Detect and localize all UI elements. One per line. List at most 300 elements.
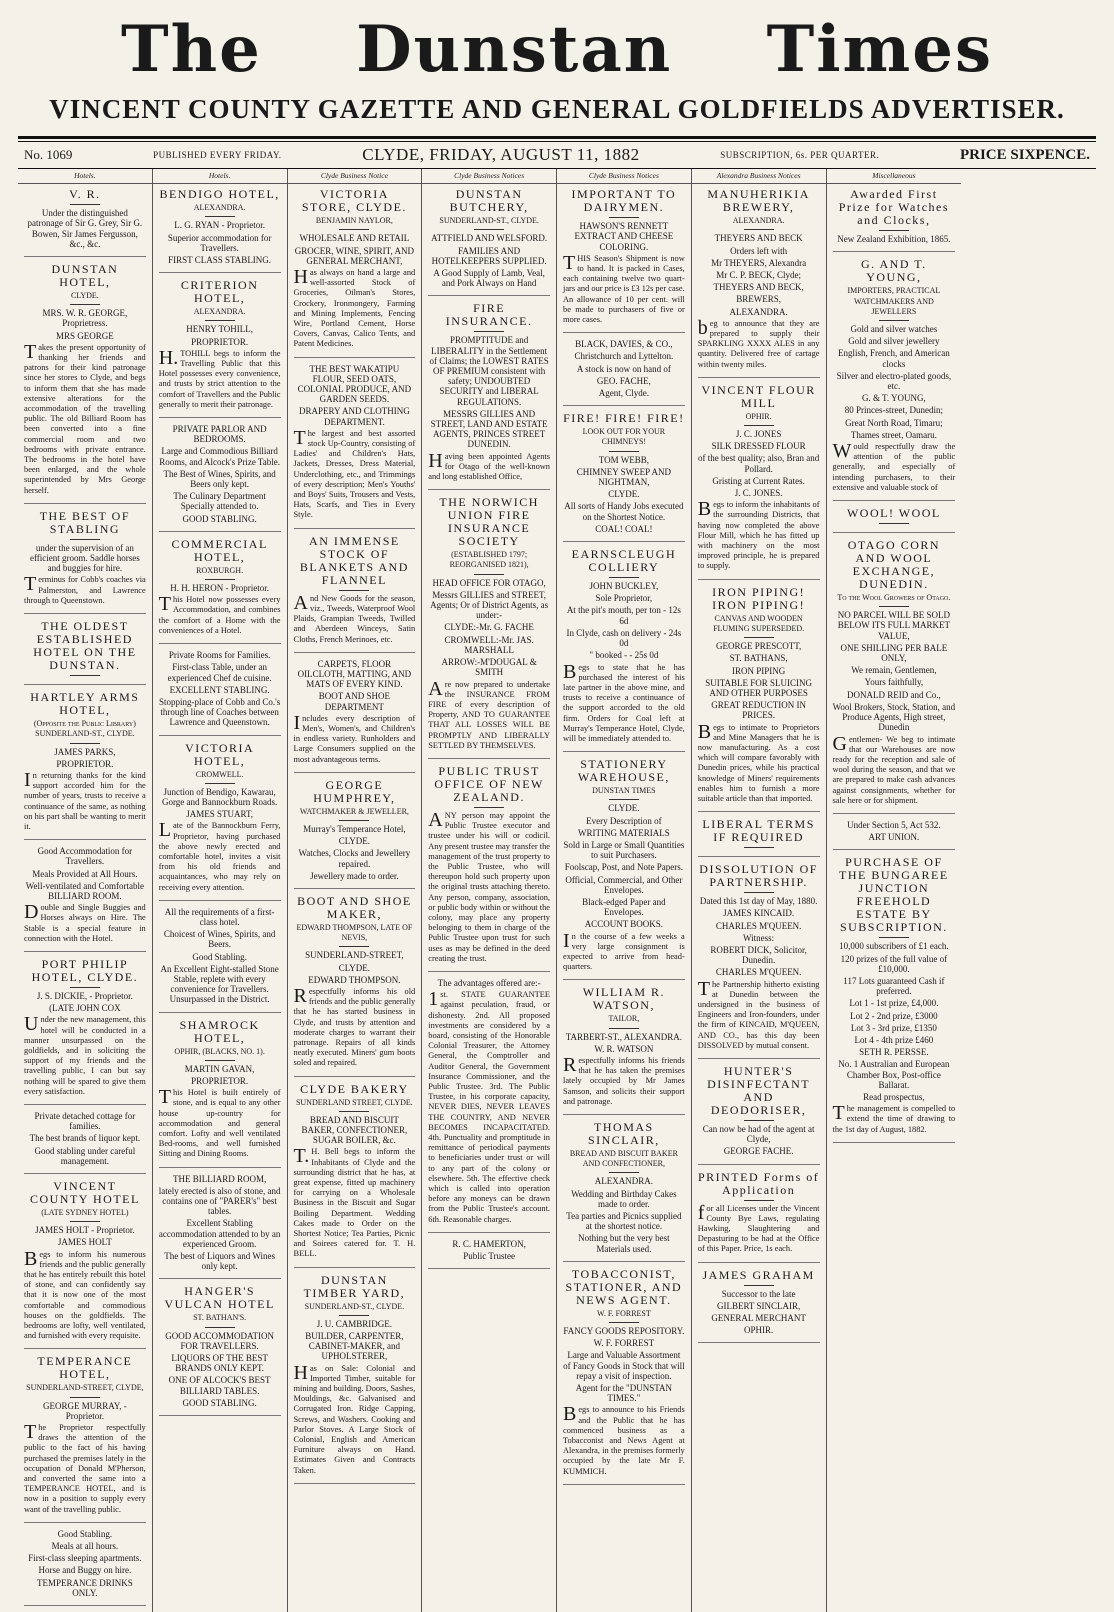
advertisement xyxy=(24,1111,146,1174)
ad-line: GEORGE MURRAY, - Proprietor. xyxy=(42,1400,127,1421)
ad-line: CLYDE. xyxy=(338,962,371,973)
ad-line: BLACK, DAVIES, & CO., xyxy=(575,339,673,350)
advertisement xyxy=(24,958,146,1105)
ad-line: Large and Valuable Assortment of Fancy Goods in Stock that will repay a visit of inspection. xyxy=(563,1350,685,1381)
ad-subtitle: W. F. FORREST xyxy=(597,1308,651,1318)
divider xyxy=(205,320,235,321)
ad-subtitle: EDWARD THOMPSON, LATE OF NEVIS, xyxy=(296,922,413,943)
ad-line: 10,000 subscribers of £1 each. xyxy=(839,941,949,952)
divider xyxy=(474,574,504,575)
ad-line: Superior accommodation for Travellers. xyxy=(167,232,272,253)
ad-line: Stopping-place of Cobb and Co.'s through line of Coaches between Lawrence and Queenstown. xyxy=(158,696,281,728)
column xyxy=(422,169,557,1612)
ad-line: FAMILIES AND HOTELKEEPERS SUPPLIED. xyxy=(431,245,547,266)
ad-line: Excellent Stabling accommodation attended to by an experienced Groom. xyxy=(158,1218,281,1249)
ad-line: WRITING MATERIALS xyxy=(578,827,670,838)
ad-line: FIRST CLASS STABLING. xyxy=(168,255,272,266)
ad-line: JAMES HOLT xyxy=(57,1237,112,1248)
ad-line: Lot 4 - 4th prize £460 xyxy=(854,1034,934,1045)
ad-body: Would respectfully draw the attention of the public generally, and especially of intending purchasers, to their extensive and valuable stock of xyxy=(832,440,956,492)
ad-line: Black-edged Paper and Envelopes. xyxy=(582,896,666,918)
advertisement xyxy=(159,650,281,735)
advertisement xyxy=(833,258,956,501)
ad-line: ALEXANDRA. xyxy=(594,1176,653,1187)
advertisement xyxy=(698,586,820,812)
ad-subtitle: WATCHMAKER & JEWELLER, xyxy=(299,806,409,816)
ad-subtitle: ALEXANDRA. xyxy=(732,216,785,226)
ad-title: HARTLEY ARMS HOTEL, xyxy=(30,690,140,718)
ad-line: MRS. W. R. GEORGE, Proprietress. xyxy=(42,308,128,329)
advertisement xyxy=(294,188,416,357)
advertisement xyxy=(159,538,281,644)
ad-body: In returning thanks for the kind support accorded him for the number of years, trusts to receive a continuance of the same, as nothing on his part shall be wanting to merit it. xyxy=(24,768,146,831)
ad-line: SUNDERLAND-STREET, xyxy=(305,950,404,961)
ad-line: Wedding and Birthday Cakes made to order. xyxy=(571,1188,677,1209)
divider xyxy=(744,229,774,230)
ad-body: T.H. Bell begs to inform the Inhabitants of Clyde and the surrounding district that he has, at great expense, fitted up machinery for carrying on a Wholesale Business in the Biscuit and Sugar Boiling Department. Wedding Cakes made to Order on the Shortest Notice; Tea Parties, Picnic and Soirees catered for. T. H. BELL. xyxy=(293,1145,416,1259)
advertisement xyxy=(159,1019,281,1168)
advertisement xyxy=(698,1065,820,1165)
ad-line: THEYERS AND BECK xyxy=(714,233,803,244)
ad-subtitle: (ESTABLISHED 1797; REORGANISED 1821), xyxy=(449,550,529,570)
divider xyxy=(339,946,369,947)
ad-line: Nothing but the very best Materials used. xyxy=(578,1233,670,1254)
ad-title: THOMAS SINCLAIR, xyxy=(587,1120,660,1147)
divider xyxy=(205,216,235,217)
divider xyxy=(609,217,639,218)
ad-line: CLYDE:-Mr. G. FACHE xyxy=(444,622,534,633)
ad-line: BREAD AND BISCUIT BAKER, CONFECTIONER, SUGAR BOILER, &c. xyxy=(301,1114,408,1146)
ad-line: Well-ventilated and Comfortable BILLIARD ROOM. xyxy=(25,880,144,901)
advertisement xyxy=(428,188,550,296)
divider xyxy=(70,539,100,540)
ad-line: Every Description of xyxy=(586,815,662,826)
divider xyxy=(879,230,909,231)
ad-title: V. R. xyxy=(69,187,101,202)
ad-line: BUILDER, CARPENTER, CABINET-MAKER, and UPHOLSTERER, xyxy=(305,1331,404,1362)
advertisement xyxy=(563,188,685,333)
ad-line: TOM WEBB, xyxy=(598,454,649,465)
ad-line: BREWERS, xyxy=(736,294,781,305)
ad-line: Good Accommodation for Travellers. xyxy=(37,846,133,867)
advertisement xyxy=(428,1239,550,1269)
ad-title: COMMERCIAL HOTEL, xyxy=(171,536,268,564)
advertisement xyxy=(833,539,956,814)
ad-line: The Culinary Department Specially attended to. xyxy=(173,491,266,512)
ad-line: A stock is now on hand of xyxy=(576,363,671,374)
ad-line: Gristing at Current Rates. xyxy=(712,475,805,486)
ad-body: for all Licenses under the Vincent County Bye Laws, regulating Hawking, Slaughtering and Depasturing to be had at the Office of this Paper. Price, 1s each. xyxy=(697,1201,820,1254)
columns xyxy=(18,168,1096,1598)
divider xyxy=(609,1028,639,1029)
ad-line: English, French, and American clocks xyxy=(838,348,950,369)
ad-line: THE BILLIARD ROOM, xyxy=(173,1173,267,1184)
ad-body: 1st. STATE GUARANTEE against peculation, fraud, or dishonesty. 2nd. All proposed investments are considered by a board, consisting of the Honorable Colonial Treasurer, the Attorney General, the Comptroller and Auditor General, the Government Insurance Commissioner, and the Public Trustee. 3rd. The Public Trustee, in his corporate capacity, NEVER DIES, NEVER LEAVES THE COUNTRY, AND NEVER BECOMES INCAPACITATED. 4th. Punctuality and promptitude in remittance of periodical payments to beneficiaries under trust or will to any part of the colony or elsewhere. 5th. The effective check which is called into operation before any moneys can be drawn from the Public Trustee's account. 6th. Reasonable charges. xyxy=(428,988,550,1224)
ad-line: HENRY TOHILL, xyxy=(186,324,254,335)
ad-line: EDWARD THOMPSON. xyxy=(308,974,401,985)
ad-line: First-class Table, under an experienced Chef de cuisine. xyxy=(167,662,272,683)
ad-title: GEORGE HUMPHREY, xyxy=(313,777,396,805)
ad-title: DISSOLUTION OF PARTNERSHIP. xyxy=(699,862,818,890)
column-heading: Hotels. xyxy=(153,169,287,184)
ad-line: Sole Proprietor, xyxy=(595,593,653,604)
divider xyxy=(609,577,639,578)
ad-line: J. U. CAMBRIDGE. xyxy=(316,1318,392,1329)
advertisement xyxy=(159,424,281,532)
ad-line: Great North Road, Timaru; xyxy=(845,417,943,428)
divider xyxy=(609,1322,639,1323)
ad-line: Witness: xyxy=(743,932,775,943)
ad-title: EARNSCLEUGH COLLIERY xyxy=(571,547,677,575)
ad-body: beg to announce that they are prepared to supply their SPARKLING XXXX ALES in any quantity. Delivered free of cartage within twenty miles. xyxy=(697,316,820,369)
advertisement xyxy=(24,263,146,504)
divider xyxy=(744,1285,774,1286)
ad-line: Yours faithfully, xyxy=(864,677,924,688)
ad-line: Successor to the late xyxy=(721,1288,796,1299)
advertisement xyxy=(24,1180,146,1349)
ad-subtitle: BREAD AND BISCUIT BAKER AND CONFECTIONER, xyxy=(569,1149,678,1169)
ad-line: NO PARCEL WILL BE SOLD BELOW ITS FULL MARKET VALUE, xyxy=(837,610,951,641)
ad-line: Silver and electro-plated goods, etc. xyxy=(836,370,952,392)
advertisement xyxy=(294,659,416,773)
column xyxy=(288,169,423,1612)
column xyxy=(557,169,692,1612)
ad-line: GENERAL MERCHANT xyxy=(711,1313,806,1324)
ad-line: CHARLES M'QUEEN. xyxy=(715,967,802,978)
ad-line: FANCY GOODS REPOSITORY. xyxy=(563,1326,685,1337)
ad-line: THEYERS AND BECK, xyxy=(713,282,804,293)
advertisement xyxy=(159,907,281,1013)
divider xyxy=(744,1200,774,1201)
ad-line: Gold and silver watches xyxy=(850,324,938,335)
advertisement xyxy=(159,1174,281,1280)
advertisement xyxy=(428,765,550,972)
ad-subtitle: CLYDE. xyxy=(70,291,99,301)
ad-line: All the requirements of a first-class hotel. xyxy=(164,906,275,927)
ad-line: (LATE JOHN COX xyxy=(49,1003,121,1014)
ad-line: PROPRIETOR. xyxy=(56,758,114,769)
ad-line: Lot 3 - 3rd prize, £1350 xyxy=(850,1022,937,1033)
advertisement xyxy=(698,188,820,378)
ad-line: LIQUORS OF THE BEST BRANDS ONLY KEPT. xyxy=(171,1353,268,1374)
divider xyxy=(744,637,774,638)
divider xyxy=(609,451,639,452)
ad-line: Gold and silver jewellery xyxy=(848,336,940,347)
ad-title: VICTORIA HOTEL, xyxy=(185,740,255,768)
issue-number: No. 1069 xyxy=(24,147,73,162)
ad-title: STATIONERY WAREHOUSE, xyxy=(577,757,670,785)
advertisement xyxy=(563,758,685,980)
ad-title: VINCENT FLOUR MILL xyxy=(701,382,816,410)
ad-title: DUNSTAN TIMBER YARD, xyxy=(303,1272,406,1300)
ad-line: ATTFIELD AND WELSFORD. xyxy=(431,233,548,244)
ad-subtitle: SUNDERLAND-ST., CLYDE. xyxy=(304,1301,405,1311)
ad-line: Agent for the "DUNSTAN TIMES." xyxy=(575,1383,672,1404)
divider xyxy=(474,331,504,332)
advertisement xyxy=(24,510,146,614)
column-heading: Alexandra Business Notices xyxy=(692,169,826,184)
divider xyxy=(205,1327,235,1328)
column-heading: Clyde Business Notice xyxy=(288,169,422,184)
ad-body: This Hotel now possesses every Accommodation, and combines the comfort of a Home with the conveniences of a Hotel. xyxy=(158,593,281,635)
subscription-rate: SUBSCRIPTION, 6s. PER QUARTER. xyxy=(720,150,880,160)
ad-line: Meals at all hours. xyxy=(51,1541,119,1552)
divider xyxy=(339,1315,369,1316)
ad-title: PUBLIC TRUST OFFICE OF NEW ZEALAND. xyxy=(434,763,544,804)
ad-body: The largest and best assorted stock Up-Country, consisting of Ladies' and Children's Hats, Jackets, Dresses, Dress Material, Underclothing, etc., and Trimmings of every description; Men's Youths' and Boys' Suits, Trousers and Vests, Hats, Scarfs, and Ties in Every Style. xyxy=(293,426,416,520)
ad-line: CARPETS, FLOOR OILCLOTH, MATTING, AND MATS OF EVERY KIND. xyxy=(297,658,412,690)
ad-line: SILK DRESSED FLOUR xyxy=(711,441,806,452)
ad-line: Horse and Buggy on hire. xyxy=(38,1565,132,1576)
ad-title: IRON PIPING! IRON PIPING! xyxy=(712,584,806,612)
ad-line: THE BEST WAKATIPU FLOUR, SEED OATS, COLONIAL PRODUCE, AND GARDEN SEEDS. xyxy=(297,363,412,405)
price: PRICE SIXPENCE. xyxy=(959,146,1090,163)
divider xyxy=(474,807,504,808)
ad-line: Dated this 1st day of May, 1880. xyxy=(699,896,818,907)
ad-line: DRAPERY AND CLOTHING DEPARTMENT. xyxy=(299,406,410,427)
ad-title: CRITERION HOTEL, xyxy=(180,278,259,306)
ad-subtitle: ROXBURGH. xyxy=(196,565,244,575)
ad-title: G. AND T. YOUNG, xyxy=(861,257,927,285)
ad-title: FIRE! FIRE! FIRE! xyxy=(563,411,685,426)
advertisement xyxy=(563,1121,685,1262)
column-heading: Miscellaneous xyxy=(827,169,962,184)
advertisement xyxy=(563,548,685,752)
ad-line: The Best of Wines, Spirits, and Beers only kept. xyxy=(163,468,276,490)
ad-title: IMPORTANT TO DAIRYMEN. xyxy=(571,187,677,215)
ad-line: Sold in Large or Small Quantities to suit Purchasers. xyxy=(563,839,685,861)
ad-body: Respectfully informs his old friends and the public generally that he has started business in Clyde, and trusts by attention and moderate charges to warrant their patronage. Repairs of all kinds neatly executed. Miners' gum boots soled and repaired. xyxy=(293,984,416,1068)
ad-title: HANGER'S VULCAN HOTEL xyxy=(164,1284,275,1312)
ad-line: Good stabling under careful management. xyxy=(34,1145,136,1166)
ad-line: Private detached cottage for families. xyxy=(34,1110,136,1132)
divider xyxy=(339,229,369,230)
ad-line: BOOT AND SHOE DEPARTMENT xyxy=(318,691,391,712)
divider xyxy=(70,987,100,988)
ad-line: ONE SHILLING PER BALE ONLY, xyxy=(840,642,948,664)
ad-subtitle: To the Wool Growers of Otago. xyxy=(837,593,951,603)
ad-body: Takes the present opportunity of thanking her friends and patrons for their kind patronage since her stores to Clyde, and begs to inform them that she has made extensive alterations for the accommodation of the travelling public. The old Billiard Room has been converted into a fine commercial room and two bedrooms with private entrance. The bedrooms in the hotel have been enlarged, and the whole superintended by Mrs George herself. xyxy=(24,340,146,495)
divider xyxy=(879,320,909,321)
ad-line: Thames street, Oamaru. xyxy=(850,429,937,440)
ad-line: 80 Princes-street, Dunedin; xyxy=(844,405,943,416)
ad-body: Includes every description of Men's, Women's, and Children's in endless variety. Runholders and Large Consumers supplied on the most advantageous terms. xyxy=(293,711,416,764)
ad-line: Under the distinguished patronage of Sir G. Grey, Sir G. Bowen, Sir James Fergusson, &c., &c. xyxy=(27,208,143,249)
ad-line: IRON PIPING xyxy=(731,665,786,676)
ad-line: Official, Commercial, and Other Envelopes. xyxy=(565,874,683,895)
advertisement xyxy=(428,496,550,759)
advertisement xyxy=(833,188,956,252)
ad-title: BOOT AND SHOE MAKER, xyxy=(297,893,412,921)
ad-body: Begs to inform the inhabitants of the surrounding Districts, that having now completed the above Flour Mill, which he has fitted up with machinery on the most improved principle, he is prepared to supply. xyxy=(697,498,820,571)
ad-line: PROMPTITUDE and LIBERALITY in the Settlement of Claims; the LOWEST RATES OF PREMIUM consistent with safety; UNDOUBTED SECURITY and LIBERAL REGULATIONS. xyxy=(429,335,549,407)
column xyxy=(692,169,827,1612)
ad-line: Jewellery made to order. xyxy=(310,870,399,881)
advertisement xyxy=(294,364,416,529)
ad-title: VICTORIA STORE, CLYDE. xyxy=(301,187,407,215)
advertisement xyxy=(698,1269,820,1344)
divider xyxy=(70,675,100,676)
ad-title: WILLIAM R. WATSON, xyxy=(582,985,666,1013)
divider xyxy=(70,1221,100,1222)
ad-title: DUNSTAN HOTEL, xyxy=(51,262,119,290)
ad-line: CHIMNEY SWEEP AND NIGHTMAN, xyxy=(576,466,672,488)
ad-line: GEO. FACHE, xyxy=(596,375,651,386)
ad-body: The Proprietor respectfully draws the attention of the public to the fact of his having purchased the premises lately in the occupation of Donald M'Pherson, and converted the same into a TEMPERANCE HOTEL, and is now in a position to supply every want of the travelling public. xyxy=(24,1421,146,1514)
advertisement xyxy=(294,1274,416,1484)
ad-line: JAMES PARKS, xyxy=(54,746,116,757)
ad-title: HUNTER'S DISINFECTANT AND DEODORISER, xyxy=(707,1063,811,1117)
advertisement xyxy=(428,302,550,490)
ad-line: ACCOUNT BOOKS. xyxy=(584,919,664,930)
ad-title: Awarded First Prize for Watches and Clocks, xyxy=(838,187,950,228)
ad-subtitle: SUNDERLAND-ST., CLYDE. xyxy=(439,216,539,226)
ad-line: All sorts of Handy Jobs executed on the Shortest Notice. xyxy=(564,501,684,522)
ad-line: TEMPERANCE DRINKS ONLY. xyxy=(36,1577,133,1598)
ad-subtitle: LOOK OUT FOR YOUR CHIMNEYS! xyxy=(582,427,666,447)
ad-body: Begs to inform his numerous friends and the public generally that he has entirely rebuilt this hotel of stone, and can confidently say that it is now one of the most comfortable and commodious houses on the goldfields. The bedrooms are lofty, well ventilated, and furnished with every requisite. xyxy=(24,1247,146,1341)
ad-title: SHAMROCK HOTEL, xyxy=(179,1017,260,1045)
advertisement xyxy=(698,384,820,580)
ad-subtitle: BENJAMIN NAYLOR, xyxy=(315,216,393,226)
issue-date: CLYDE, FRIDAY, AUGUST 11, 1882 xyxy=(362,145,640,164)
ad-line: GOOD ACCOMMODATION FOR TRAVELLERS. xyxy=(165,1330,274,1351)
publication-frequency: PUBLISHED EVERY FRIDAY. xyxy=(153,150,282,160)
ad-line: ROBERT DICK, Solicitor, Dunedin. xyxy=(710,944,807,966)
ad-line: COAL! COAL! xyxy=(595,523,653,534)
ad-line: Wool Brokers, Stock, Station, and Produce Agents, High street, Dunedin xyxy=(832,701,956,733)
ad-line: ALEXANDRA. xyxy=(729,306,788,317)
ad-title: BENDIGO HOTEL, xyxy=(159,187,280,202)
ad-title: LIBERAL TERMS IF REQUIRED xyxy=(702,817,815,845)
ad-subtitle: OPHIR. xyxy=(745,411,772,421)
ad-line: Lot 1 - 1st prize, £4,000. xyxy=(849,998,939,1009)
ad-line: W. F. FORREST xyxy=(593,1338,655,1349)
ad-line: Read prospectus, xyxy=(863,1091,925,1102)
ad-line: SETH R. PERSSE. xyxy=(859,1047,929,1058)
ad-body: Having been appointed Agents for Otago of the well-known and long established Office, xyxy=(428,449,550,482)
ad-subtitle: ALEXANDRA. xyxy=(193,203,246,213)
ad-title: JAMES GRAHAM xyxy=(702,1267,815,1282)
ad-line: Junction of Bendigo, Kawarau, Gorge and Bannockburn Roads. xyxy=(161,786,278,807)
ad-body: In the course of a few weeks a very large consignment is expected to arrive from head-quarters. xyxy=(563,929,685,972)
ad-title: FIRE INSURANCE. xyxy=(445,301,533,329)
ad-line: under the supervision of an efficient groom. Saddle horses and buggies for hire. xyxy=(29,542,140,574)
divider xyxy=(879,937,909,938)
ad-line: DONALD REID and Co., xyxy=(847,689,941,700)
divider xyxy=(879,523,909,524)
ad-line: PROPRIETOR. xyxy=(191,1075,249,1086)
ad-line: MRS GEORGE xyxy=(55,330,114,341)
advertisement xyxy=(833,507,956,533)
ad-subtitle: (Opposite the Public Library) SUNDERLAND-ST., CLYDE. xyxy=(33,719,136,739)
ad-line: Can now be had of the agent at Clyde, xyxy=(702,1123,815,1145)
ad-line: J. C. JONES. xyxy=(734,488,783,499)
ad-title: AN IMMENSE STOCK OF BLANKETS AND FLANNEL xyxy=(299,533,409,587)
divider xyxy=(609,1172,639,1173)
column xyxy=(153,169,288,1612)
ad-line: L. G. RYAN - Proprietor. xyxy=(174,220,265,231)
ad-line: MARTIN GAVAN, xyxy=(184,1063,255,1074)
divider xyxy=(205,783,235,784)
ad-line: ST. BATHANS, xyxy=(729,653,788,664)
advertisement xyxy=(159,279,281,418)
ad-subtitle: CROMWELL. xyxy=(195,769,244,779)
advertisement xyxy=(294,895,416,1077)
advertisement xyxy=(24,1529,146,1606)
ad-title: VINCENT COUNTY HOTEL xyxy=(29,1179,140,1206)
divider xyxy=(609,799,639,800)
ad-line: Tea parties and Picnics supplied at the shortest notice. xyxy=(566,1211,682,1232)
ad-line: Agent, Clyde. xyxy=(598,388,649,399)
advertisement xyxy=(24,691,146,840)
ad-body: Has always on hand a large and well-assorted Stock of Groceries, Oilman's Stores, Crockery, Ironmongery, Farming and Mining Implements, Fencing Wire, Portland Cement, Horse Covers, Canvas, Calico Tents, and Patent Medicines. xyxy=(293,266,416,349)
ad-subtitle: DUNSTAN TIMES xyxy=(592,786,656,796)
ad-line: Choicest of Wines, Spirits, and Beers. xyxy=(163,929,276,950)
ad-line: Public Trustee xyxy=(463,1251,515,1262)
ad-line: Large and Commodious Billiard Rooms, and Alcock's Prize Table. xyxy=(159,446,281,467)
ad-line: CLYDE. xyxy=(608,803,640,814)
ad-line: GILBERT SINCLAIR, xyxy=(716,1300,801,1311)
ad-body: This Hotel is built entirely of stone, and is equal to any other house up-country for accommodation and general comfort. Lofty and well ventilated Bed-rooms, and well furnished Sitting and Dining Rooms. xyxy=(158,1086,281,1159)
ad-line: GEORGE PRESCOTT, xyxy=(715,641,802,652)
ad-title: PRINTED Forms of Application xyxy=(697,1169,820,1197)
advertisement xyxy=(698,1171,820,1263)
ad-line: J. C. JONES xyxy=(735,429,782,440)
ad-line: Good Stabling. xyxy=(57,1528,113,1539)
ad-body: Has on Sale: Colonial and Imported Timber, suitable for mining and building. Doors, Sashes, Mouldings, &c. Galvanised and Corrugated Iron. Ridge Capping, Screws, and Washers. Cooking and Parlor Stoves. A Large Stock of Colonial, English and American Furniture always on Hand. Estimates Given and Contracts Taken. xyxy=(293,1361,416,1475)
ad-body: Are now prepared to undertake the INSURANCE FROM FIRE of every description of Property, AND TO GUARANTEE THAT ALL LOSSES WILL BE PROMPTLY AND LIBERALLY SETTLED BY THEMSELVES. xyxy=(428,677,550,750)
ad-line: First-class sleeping apartments. xyxy=(28,1553,142,1564)
ad-line: GOOD STABLING. xyxy=(182,1397,257,1408)
divider xyxy=(339,590,369,591)
ad-line: No. 1 Australian and European Chamber Box, Post-office Ballarat. xyxy=(838,1059,950,1090)
ad-line: JAMES STUART, xyxy=(186,809,254,820)
column xyxy=(827,169,962,1612)
ad-line: OPHIR. xyxy=(743,1325,774,1336)
ad-line: CROMWELL:-Mr. JAS. MARSHALL xyxy=(444,634,534,655)
column-heading: Clyde Business Notices xyxy=(557,169,691,184)
divider xyxy=(70,204,100,205)
ad-line: GEORGE FACHE. xyxy=(723,1146,794,1157)
ad-line: H. H. HERON - Proprietor. xyxy=(170,583,269,594)
ad-body: ANY person may appoint the Public Trustee executor and trustee under his will or codicil. Any present trustee may transfer the management of the trust property to the Public Trustee, who will thereupon hold such property upon the original trusts attaching thereto. Any person, company, association, or public body within or without the colony, may place any property belonging to them in charge of the Public Trustee upon trust for such uses as may be defined in the deed creating the trust. xyxy=(428,808,550,963)
advertisement xyxy=(428,978,550,1233)
ad-line: 117 Lots guaranteed Cash if preferred. xyxy=(843,975,945,997)
ad-body: Under the new management, this hotel will be conducted in a manner unsurpassed on the goldfields, and in soliciting the support of my friends and the travelling public, I can but say nothing will be spared to give them every satisfaction. xyxy=(24,1013,146,1096)
ad-line: Christchurch and Lyttelton. xyxy=(574,351,674,362)
ad-line: The best of Liquors and Wines only kept. xyxy=(164,1251,275,1272)
ad-body: Double and Single Buggies and Horses always on Hire. The Stable is a special feature in connection with the Hotel. xyxy=(24,901,146,943)
ad-line: PRIVATE PARLOR AND BEDROOMS. xyxy=(172,424,267,445)
divider xyxy=(744,1120,774,1121)
ad-body: Terminus for Cobb's coaches via Palmerston, and Lawrence through to Queenstown. xyxy=(24,573,146,605)
ad-subtitle: CANVAS AND WOODEN FLUMING SUPERSEDED. xyxy=(713,613,805,633)
ad-body: Begs to announce to his Friends and the Public that he has commenced business as a Tobacconist and News Agent at Alexandra, in the premises formerly occupied by the late Mr F. KUMMICH. xyxy=(563,1403,685,1476)
ad-line: Mr C. P. BECK, Clyde; xyxy=(716,270,801,281)
advertisement xyxy=(159,742,281,901)
divider xyxy=(18,136,1096,139)
ad-subtitle: OPHIR, (BLACKS, NO. 1). xyxy=(174,1046,265,1056)
ad-line: G. & T. YOUNG, xyxy=(861,393,926,404)
ad-line: CLYDE. xyxy=(338,836,371,847)
newspaper-subtitle: VINCENT COUNTY GAZETTE AND GENERAL GOLDFIELDS ADVERTISER. xyxy=(49,94,1065,124)
ad-line: ARROW:-M'DOUGAL & SMITH xyxy=(441,657,537,678)
advertisement xyxy=(24,846,146,952)
ad-title: OTAGO CORN AND WOOL EXCHANGE, DUNEDIN. xyxy=(847,538,941,592)
ad-title: MANUHERIKIA BREWERY, xyxy=(707,187,810,215)
advertisement xyxy=(833,856,956,1142)
